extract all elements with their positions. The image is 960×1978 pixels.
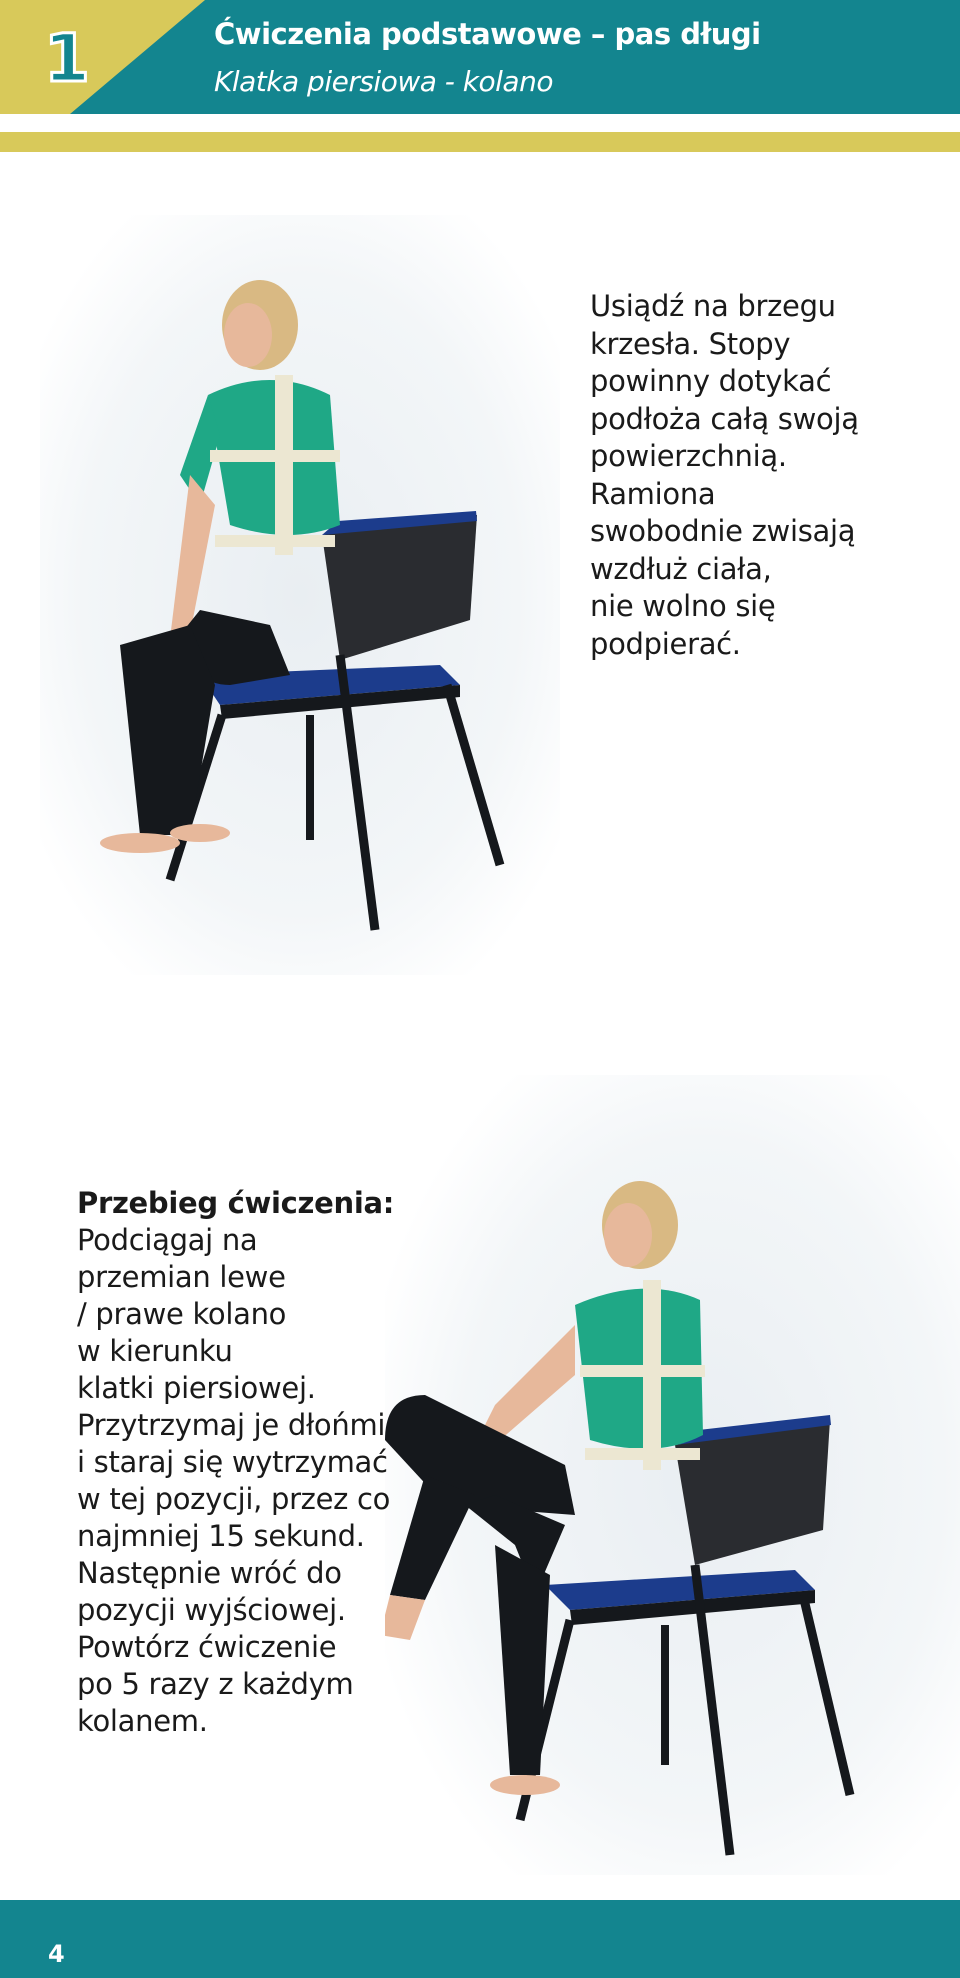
step1-line: podpierać. [590,626,741,661]
step2-line: po 5 razy z każdym [77,1667,354,1701]
header-accent-triangle [0,0,210,114]
step1-line: Usiądź na brzegu [590,289,836,323]
step1-line: wzdłuż ciała, [590,551,772,586]
step2-line: klatki piersiowej. [77,1371,316,1405]
header-accent-stripe [0,132,960,152]
page-subtitle: Klatka piersiowa - kolano [214,65,553,98]
step2-line: pozycji wyjściowej. [77,1593,346,1627]
step1-line: powinny dotykać [590,364,832,398]
step2-line: kolanem. [77,1704,208,1738]
step1-line: podłoża całą swoją [590,401,859,436]
step2-line: Następnie wróć do [77,1556,342,1590]
step1-line: swobodnie zwisają [590,514,856,548]
step2-line: i staraj się wytrzymać [77,1445,388,1479]
step1-line: krzesła. Stopy [590,326,791,361]
step2-line: w kierunku [77,1334,233,1368]
photo-knee-to-chest-position [385,1075,960,1875]
step2-line: Przytrzymaj je dłońmi [77,1408,386,1442]
exercise-number: 1 [44,20,90,97]
step2-line: Podciągaj na [77,1223,258,1257]
page-title: Ćwiczenia podstawowe – pas długi [214,17,761,51]
step1-line: powierzchnią. [590,439,787,473]
header-bar [0,0,960,114]
step-instruction-start [590,288,930,663]
step-instruction-exercise [77,1185,397,1740]
photo-seated-start-position [40,215,560,975]
step2-line: w tej pozycji, przez co [77,1482,391,1516]
step1-line: nie wolno się [590,589,776,623]
step2-line: przemian lewe [77,1260,286,1294]
header-divider [0,114,960,132]
step1-line: Ramiona [590,476,716,511]
step2-line: najmniej 15 sekund. [77,1519,365,1553]
step2-heading: Przebieg ćwiczenia: [77,1186,395,1220]
step2-line: Powtórz ćwiczenie [77,1630,337,1664]
step2-line: / prawe kolano [77,1297,287,1331]
footer-bar [0,1900,960,1978]
page-number: 4 [48,1940,65,1968]
